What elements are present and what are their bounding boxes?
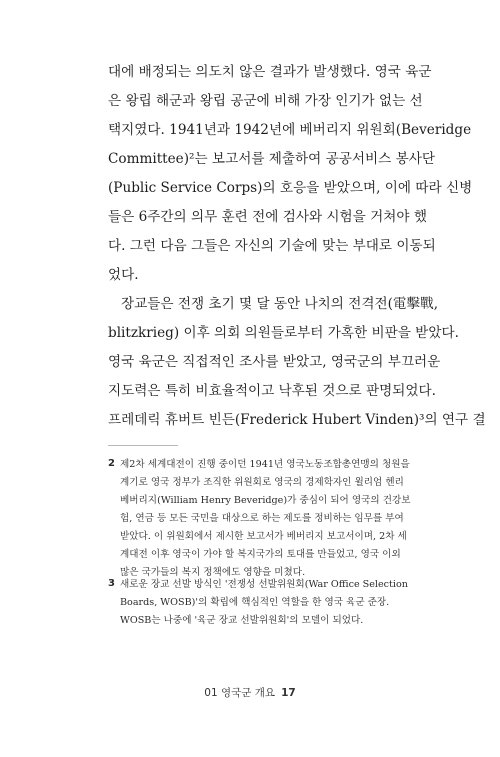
body-line: blitzkrieg) 이후 의회 의원들로부터 가혹한 비판을 받았다. — [108, 325, 459, 341]
footnote-line: 베버리지(William Henry Beveridge)가 중심이 되어 영국의 건강보 — [120, 495, 411, 506]
body-line: Committee)²는 보고서를 제출하여 공공서비스 봉사단 — [108, 151, 436, 167]
footnote-divider — [108, 445, 178, 446]
body-line: 장교들은 전쟁 초기 몇 달 동안 나치의 전격전(電擊戰, — [121, 296, 439, 312]
footnote-line: 계대전 이후 영국이 가야 할 복지국가의 토대를 만들었고, 영국 이외 — [120, 549, 401, 560]
running-footer-chapter: 01 영국군 개요 — [204, 687, 276, 699]
footnote-line: 제2차 세계대전이 진행 중이던 1941년 영국노동조합총연맹의 청원을 — [120, 459, 410, 470]
body-line: (Public Service Corps)의 호응을 받았으며, 이에 따라 신병 — [108, 180, 473, 196]
footnote-line: Boards, WOSB)'의 확립에 핵심적인 역할을 한 영국 육군 준장. — [120, 597, 390, 608]
page-number: 17 — [281, 687, 296, 699]
footnote-line: 계기로 영국 정부가 조직한 위원회로 영국의 경제학자인 윌리엄 헨리 — [120, 477, 404, 488]
body-line: 은 왕립 해군과 왕립 공군에 비해 가장 인기가 없는 선 — [108, 93, 423, 109]
footnote-line: 받았다. 이 위원회에서 제시한 보고서가 베버리지 보고서이며, 2차 세 — [120, 531, 407, 542]
body-line: 영국 육군은 직접적인 조사를 받았고, 영국군의 부끄러운 — [108, 354, 441, 370]
footnote-number: 2 — [108, 458, 115, 469]
body-line: 프레데릭 휴버트 빈든(Frederick Hubert Vinden)³의 연구 결 — [108, 412, 486, 428]
body-line: 대에 배정되는 의도치 않은 결과가 발생했다. 영국 육군 — [108, 64, 432, 80]
footnote-number: 3 — [108, 578, 115, 589]
body-line: 택지였다. 1941년과 1942년에 베버리지 위원회(Beveridge — [108, 122, 472, 138]
page-footer — [0, 685, 500, 700]
body-line: 들은 6주간의 의무 훈련 전에 검사와 시험을 거쳐야 했 — [108, 209, 427, 225]
body-line: 다. 그런 다음 그들은 자신의 기술에 맞는 부대로 이동되 — [108, 238, 436, 254]
body-line: 었다. — [108, 267, 139, 283]
footnote-line: 험, 연금 등 모든 국민을 대상으로 하는 제도를 정비하는 임무를 부여 — [120, 513, 404, 524]
footnote-line: 새로운 장교 선발 방식인 '전쟁성 선발위원회(War Office Selection — [120, 579, 408, 590]
footnote-line: 많은 국가들의 복지 정책에도 영향을 미쳤다. — [120, 567, 306, 578]
body-line: 지도력은 특히 비효율적이고 낙후된 것으로 판명되었다. — [108, 383, 436, 399]
footnote-line: WOSB는 나중에 '육군 장교 선발위원회'의 모델이 되었다. — [120, 615, 364, 626]
